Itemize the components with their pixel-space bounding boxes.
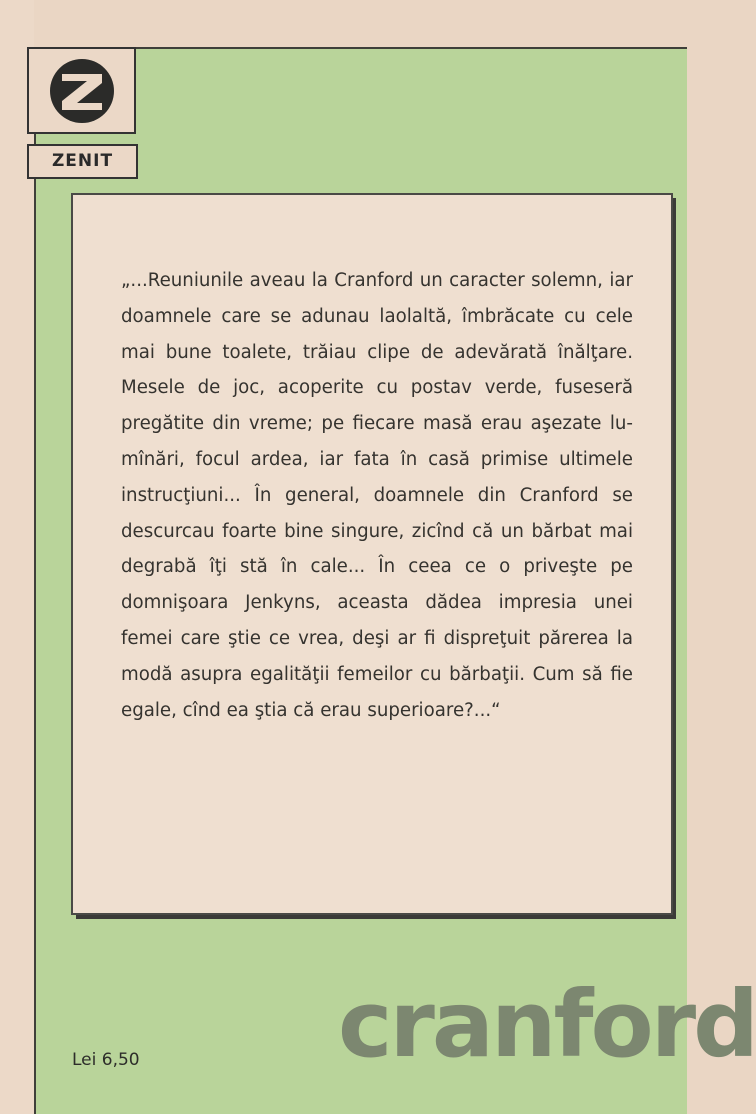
publisher-name: ZENIT <box>27 144 138 179</box>
quote-box <box>71 193 673 915</box>
z-circle-logo-icon <box>48 57 116 125</box>
publisher-logo <box>27 47 136 134</box>
quote-text: „...Reuniunile aveau la Cranford un caracter solemn, iar doamnele care se adunau laolaltă, îmbrăcate cu cele mai bune toalete, trăiau clipe de adevărată înălţare. Mesele de joc, acoperite cu postav verde, fuseseră pregătite din vreme; pe fiecare masă erau aşezate lumînări, focul ardea, iar fata în casă primise ultimele instrucţiuni... În general, doamnele din Cranford se descurcau foarte bine singure, zicînd că un bărbat mai degrabă îţi stă în cale... În ceea ce o priveşte pe domnişoara Jenkyns, aceasta dădea impresia unei femei care ştie ce vrea, deşi ar fi dispreţuit părerea la modă asupra egalităţii femeilor cu bărbaţii. Cum să fie egale, cînd ea ştia că erau superioare?...“ <box>121 270 633 721</box>
book-title: cranford <box>338 971 756 1078</box>
price-label: Lei 6,50 <box>72 1050 140 1070</box>
